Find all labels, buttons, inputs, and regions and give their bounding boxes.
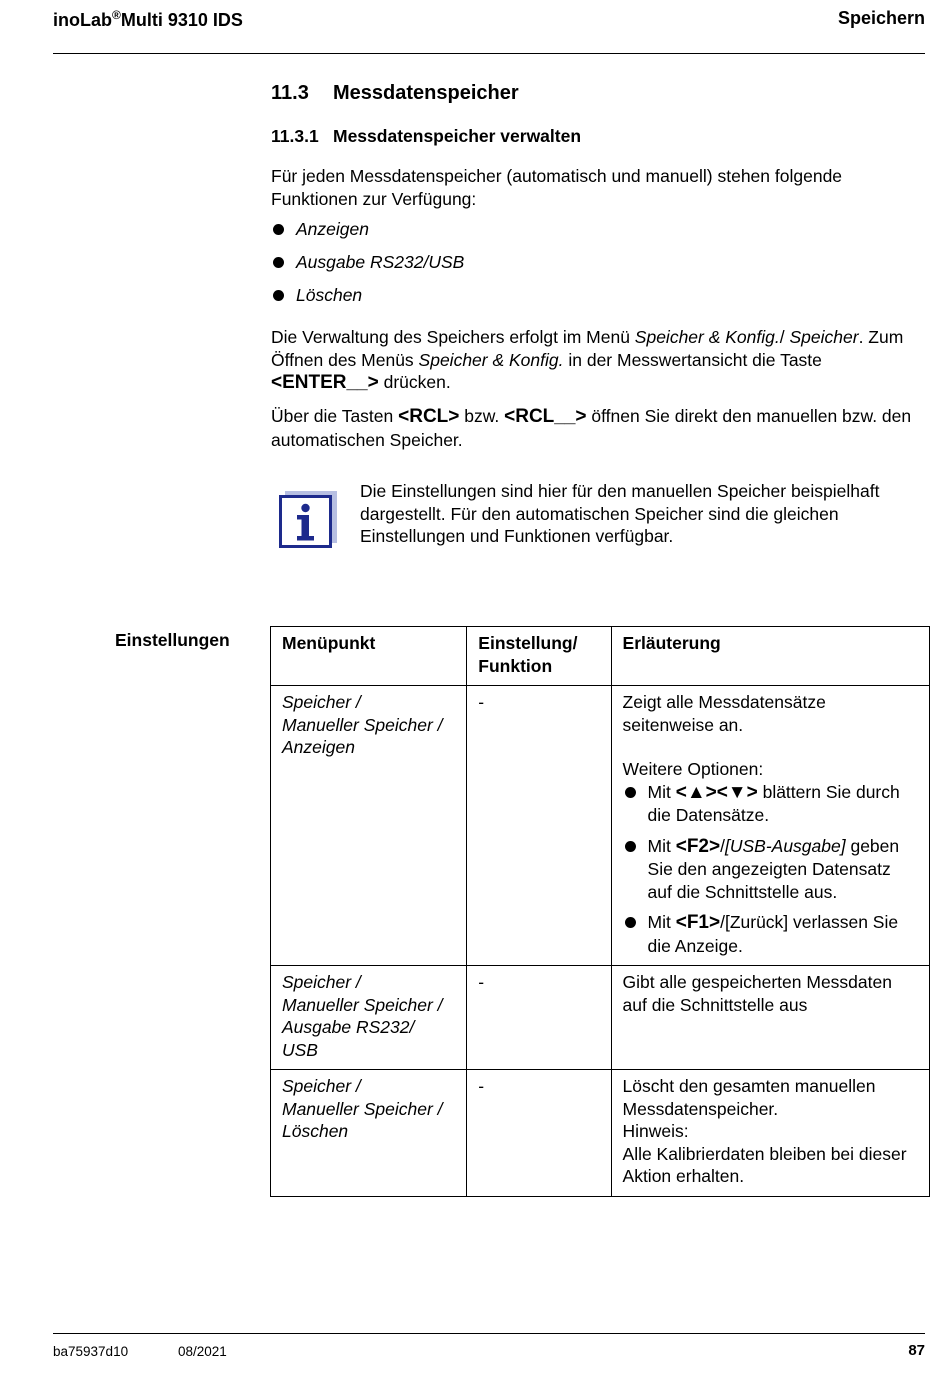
setting-cell: - — [467, 1070, 611, 1197]
footer-date: 08/2021 — [178, 1344, 227, 1359]
settings-table — [270, 626, 930, 1197]
bullet-dot-icon — [273, 224, 284, 235]
hint-label: Hinweis: — [622, 1121, 689, 1141]
menu-ref: Speicher — [789, 327, 859, 347]
setting-cell: - — [467, 686, 611, 966]
table-header-row — [271, 627, 930, 686]
list-item — [271, 218, 464, 251]
subsection-title: Messdatenspeicher verwalten — [333, 126, 582, 146]
bullet-dot-icon — [625, 917, 636, 928]
text-run: / — [720, 835, 725, 856]
text-run: öffnen Sie direkt den manuellen bzw. den automatischen Speicher. — [271, 406, 912, 450]
menu-path-line: Ausgabe RS232/ — [282, 1017, 415, 1037]
list-item — [623, 781, 919, 827]
table-row — [271, 966, 930, 1070]
section-title: Messdatenspeicher — [333, 82, 519, 104]
text-run: geben Sie den angezeigten Datensatz auf die Schnittstelle aus. — [647, 835, 900, 902]
function-list — [271, 218, 464, 317]
description-text: Löscht den gesamten manuellen Messdatenspeicher. — [622, 1076, 876, 1119]
menu-path-line: Speicher / — [282, 972, 361, 992]
menu-path-line: USB — [282, 1039, 318, 1060]
menu-cell — [271, 966, 467, 1070]
list-item-label: Löschen — [296, 285, 363, 305]
text-run: Mit — [647, 912, 676, 932]
menu-path-line: Manueller Speicher / — [282, 1098, 443, 1119]
footer-document-id: ba75937d10 — [53, 1344, 129, 1359]
text-run: Die Verwaltung des Speichers erfolgt im Menü — [271, 327, 635, 347]
registered-mark: ® — [112, 8, 121, 22]
description-cell: Gibt alle gespeicherten Messdaten auf die Schnittstelle aus — [611, 966, 929, 1070]
page-number: 87 — [908, 1342, 925, 1359]
table-row — [271, 1070, 930, 1197]
text-run: . Zum Öffnen des Menüs — [271, 327, 904, 370]
table-row — [271, 686, 930, 966]
bullet-dot-icon — [625, 841, 636, 852]
text-run: Mit — [647, 835, 676, 856]
bullet-dot-icon — [625, 787, 636, 798]
description-text: Zeigt alle Messdatensätze seitenweise an. — [622, 692, 826, 735]
subsection-number: 11.3.1 — [271, 126, 319, 146]
menu-path-line: Speicher / — [282, 1076, 361, 1096]
setting-cell: - — [467, 966, 611, 1070]
key-label: <RCL> — [398, 406, 460, 427]
list-item-label: Anzeigen — [296, 219, 369, 239]
section-heading — [271, 82, 519, 105]
info-icon — [279, 491, 337, 549]
list-item — [623, 835, 919, 904]
product-model: Multi 9310 IDS — [120, 10, 243, 30]
softkey-label: [USB-Ausgabe] — [724, 835, 846, 856]
bullet-dot-icon — [273, 257, 284, 268]
menu-path-line: Manueller Speicher / — [282, 994, 443, 1015]
column-header-setting: Einstellung/ Funktion — [467, 627, 611, 686]
key-label: <RCL__> — [504, 406, 587, 427]
header-divider — [53, 53, 925, 54]
footer-divider — [53, 1333, 925, 1334]
intro-paragraph: Für jeden Messdatenspeicher (automatisch und manuell) stehen folgende Funktionen zur Verfügung: — [271, 166, 843, 209]
menu-cell — [271, 686, 467, 966]
list-item — [271, 251, 464, 284]
text-run: drücken. — [378, 372, 451, 392]
document-header-section: Speichern — [837, 8, 925, 28]
options-title: Weitere Optionen: — [622, 759, 764, 779]
info-note: Die Einstellungen sind hier für den manuellen Speicher beispielhaft dargestellt. Für den automatischen Speicher sind die gleichen Einstellungen und Funktionen verfügbar. — [360, 481, 880, 546]
text-run: blättern Sie durch die Datensätze. — [647, 781, 900, 825]
key-label: <▲><▼> — [675, 781, 758, 803]
key-label: <ENTER__> — [271, 372, 379, 393]
document-header-product — [53, 8, 243, 31]
description-cell — [611, 1070, 929, 1197]
menu-instruction-paragraph — [271, 326, 931, 395]
section-number: 11.3 — [271, 82, 309, 104]
subsection-heading — [271, 126, 581, 147]
text-run: / — [779, 327, 790, 347]
settings-side-label: Einstellungen — [115, 630, 230, 650]
list-item-label: Ausgabe RS232/USB — [296, 252, 465, 272]
menu-path-line: Löschen — [282, 1121, 349, 1141]
rcl-keys-paragraph — [271, 405, 931, 451]
column-header-description: Erläuterung — [611, 627, 929, 686]
text-run: in der Messwertansicht die Taste — [563, 349, 822, 370]
text-run: Mit — [647, 781, 676, 802]
text-run: bzw. — [459, 406, 505, 426]
menu-cell — [271, 1070, 467, 1197]
bullet-dot-icon — [273, 290, 284, 301]
text-run: Über die Tasten — [271, 406, 399, 426]
hint-text: Alle Kalibrierdaten bleiben bei dieser Aktion erhalten. — [622, 1143, 907, 1186]
text-run: /[Zurück] verlassen Sie die Anzeige. — [647, 912, 899, 956]
list-item — [271, 284, 464, 317]
menu-path-line: Manueller Speicher / — [282, 714, 443, 735]
key-label: <F2> — [675, 835, 721, 857]
options-list — [623, 781, 919, 958]
list-item — [623, 911, 919, 957]
menu-path-line: Speicher / — [282, 692, 361, 712]
menu-path-line: Anzeigen — [282, 737, 355, 757]
product-brand: inoLab — [53, 10, 112, 30]
key-label: <F1> — [675, 912, 721, 933]
description-cell — [611, 686, 929, 966]
menu-ref: Speicher & Konfig. — [634, 327, 780, 347]
menu-ref: Speicher & Konfig. — [418, 349, 564, 370]
column-header-menu: Menüpunkt — [271, 627, 467, 686]
